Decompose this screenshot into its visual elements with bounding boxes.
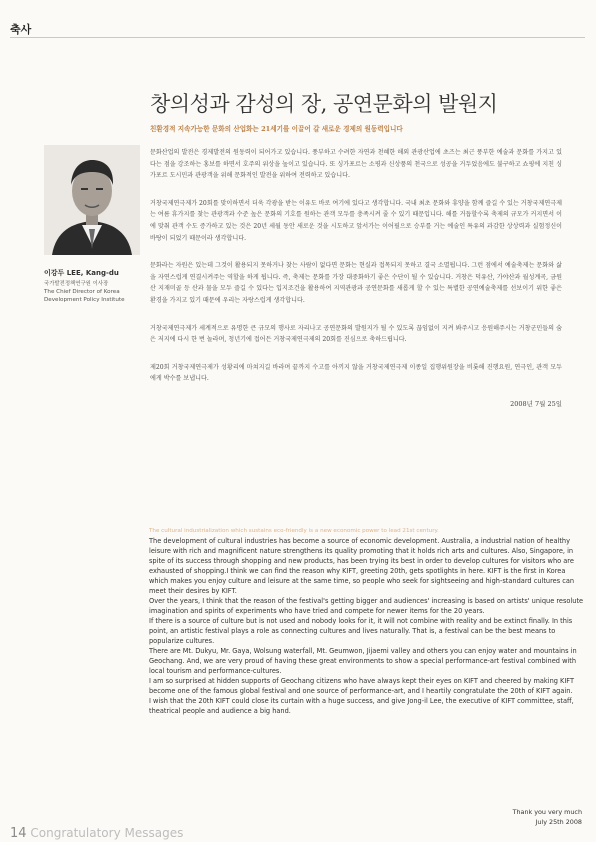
english-closing xyxy=(513,807,582,827)
portrait-image xyxy=(44,145,140,255)
page-footer xyxy=(10,826,183,841)
author-caption xyxy=(44,268,144,304)
korean-body xyxy=(150,120,562,408)
page-number: 14 xyxy=(10,826,27,841)
korean-paragraph: 거창국제연극제가 20회를 맞이하면서 더욱 각광을 받는 이유도 바로 여기에 있다고 생각합니다. 국내 최초 문화와 휴양을 함께 즐길 수 있는 거창국제연극제는 여름 휴가지를 찾는 관광객과 수준 높은 문화의 기호를 원하는 관객 모두를 충족시켜 줄 수 있기 때문입니다. 해를 거듭할수록 축제의 규모가 커지면서 이에 맞춰 관객 수도 증가하고 있는 것은 20년 세월 동안 새로운 것을 시도하고 앞서가는 이어필으로 승부를 거는 예술인 특유의 과감한 상상력과 실험정신이 바탕이 되었기 때문이라 생각합니다. xyxy=(150,199,562,242)
page-title: 창의성과 감성의 장, 공연문화의 발원지 xyxy=(150,92,498,116)
korean-subtitle: 친환경적 지속가능한 문화의 산업화는 21세기를 이끌어 갈 새로운 경제의 원동력입니다 xyxy=(150,125,403,133)
section-divider xyxy=(10,37,585,38)
footer-label: Congratulatory Messages xyxy=(30,826,184,840)
author-affiliation-kr: 국가발전정책연구원 이사장 xyxy=(44,281,109,287)
korean-paragraph: 문화산업의 발전은 경제발전의 원동력이 되어가고 있습니다. 풍부하고 수려한 자연과 천혜한 해외 관광산업에 초즈는 최근 풍부한 예술과 문화를 가지고 있다는 점을 강조하는 홍보를 하면서 호주의 위상을 높이고 있습니다. 또 싱가포르는 소평과 신상품의 천국으로 성공을 거두었음에도 불구하고 쇼핑에 지친 싱가포르 도시민과 관광객을 위해 문화적인 발전을 위하여 전력하고 있습니다. xyxy=(150,149,562,180)
section-label: 축사 xyxy=(10,23,32,36)
thanks-line: Thank you very much xyxy=(512,808,582,816)
author-photo xyxy=(44,145,140,255)
author-name: 이강두 LEE, Kang-du xyxy=(44,269,119,277)
english-paragraph: The development of cultural industries has become a source of economic development. Australia, a industrial nation of healthy leisure with rich and magnificent nature strengthens its quality promoting that it holds rich arts and cultures. Also, Singapore, in spite of its success through shopping and new products, has been trying its best in order to develop cultures for visitors who are exhausted of shopping.I think we can find the reason why KIFT, greeting 20th, gets spotlights in here. KIFT is the first in Korea which makes you enjoy culture and leisure at the same time, so people who seek for sightseeing and high-standard cultures can meet their desires by KIFT. xyxy=(149,537,575,595)
korean-paragraph: 문화라는 자원은 있는데 그것이 활용되지 못하거나 찾는 사람이 없다면 문화는 현실과 접목되지 못하고 결국 소멸됩니다. 그런 점에서 예술축제는 문화와 삶을 자연스럽게 연결시켜주는 역할을 하게 됩니다. 즉, 축제는 문화를 가장 대중화하기 좋은 수단이 될 수 있습니다. 거창은 덕유산, 가야산과 월성계곡, 금원산 지재미골 등 산과 물을 모두 즐길 수 있다는 입지조건을 활용하여 지역관광과 공연문화를 새롭게 할 수 있는 특별한 공연예술축제를 선보이기 위한 좋은 환경을 가지고 있기 때문에 우리는 자랑스럽게 생각합니다. xyxy=(150,262,562,304)
english-subtitle: The cultural industrialization which sustains eco-friendly is a new economic power to lead 21st century. xyxy=(149,528,439,534)
korean-date: 2008년 7월 25일 xyxy=(510,399,562,408)
korean-paragraph: 거창국제연극제가 세계적으로 유명한 큰 규모의 행사로 자리나고 공연문화의 발원지가 될 수 있도록 끊임없이 지켜 봐주시고 응원해주시는 거창군민들의 숨은 저지에 다시 한 번 놀라며, 청년기에 접어든 거창국제연극제의 20회를 진심으로 축하드립니다. xyxy=(150,324,562,344)
english-paragraph: I wish that the 20th KIFT could close its curtain with a huge success, and give Jong-il Lee, the executive of KIFT committee, staff, theatrical people and audience a big hand. xyxy=(149,697,574,715)
korean-paragraph: 제20회 거창국제연극제가 성황리에 마쳐지길 바라며 끝까지 수고를 아끼지 않을 거창국제연극제 이종일 집행위원장을 비롯해 진행요원, 연극인, 관객 모두에게 박수를 보냅니다. xyxy=(150,363,562,383)
english-paragraph: There are Mt. Dukyu, Mr. Gaya, Wolsung waterfall, Mt. Geumwon, Jijaemi valley and others you can enjoy water and mountains in Geochang. And, we are very proud of having these great environments to show a special performance-art festival combined with local tourism and performance-cultures. xyxy=(149,647,577,675)
english-paragraph: Over the years, I think that the reason of the festival's getting bigger and audiences' increasing is based on artists' unique resolute imagination and spirits of experiments who have tried and compete for newer items for the 20 years. xyxy=(149,597,584,615)
english-body xyxy=(149,528,585,716)
english-paragraph: I am so surprised at hidden supports of Geochang citizens who have always kept their eyes on KIFT and cheered by making KIFT become one of the famous global festival and one source of performance-art, and I heartily congratulate the 20th of KIFT again. xyxy=(149,677,574,695)
author-affiliation-en: The Chief Director of Korea Development Policy Institute xyxy=(44,289,125,303)
english-date: July 25th 2008 xyxy=(535,818,582,826)
english-paragraph: If there is a source of culture but is not used and nobody looks for it, it will not combine with reality and be extinct finally. In this point, an artistic festival plays a role as connecting cultures and lives naturally. That is, a festival can be the best means to popularize cultures. xyxy=(149,617,573,645)
